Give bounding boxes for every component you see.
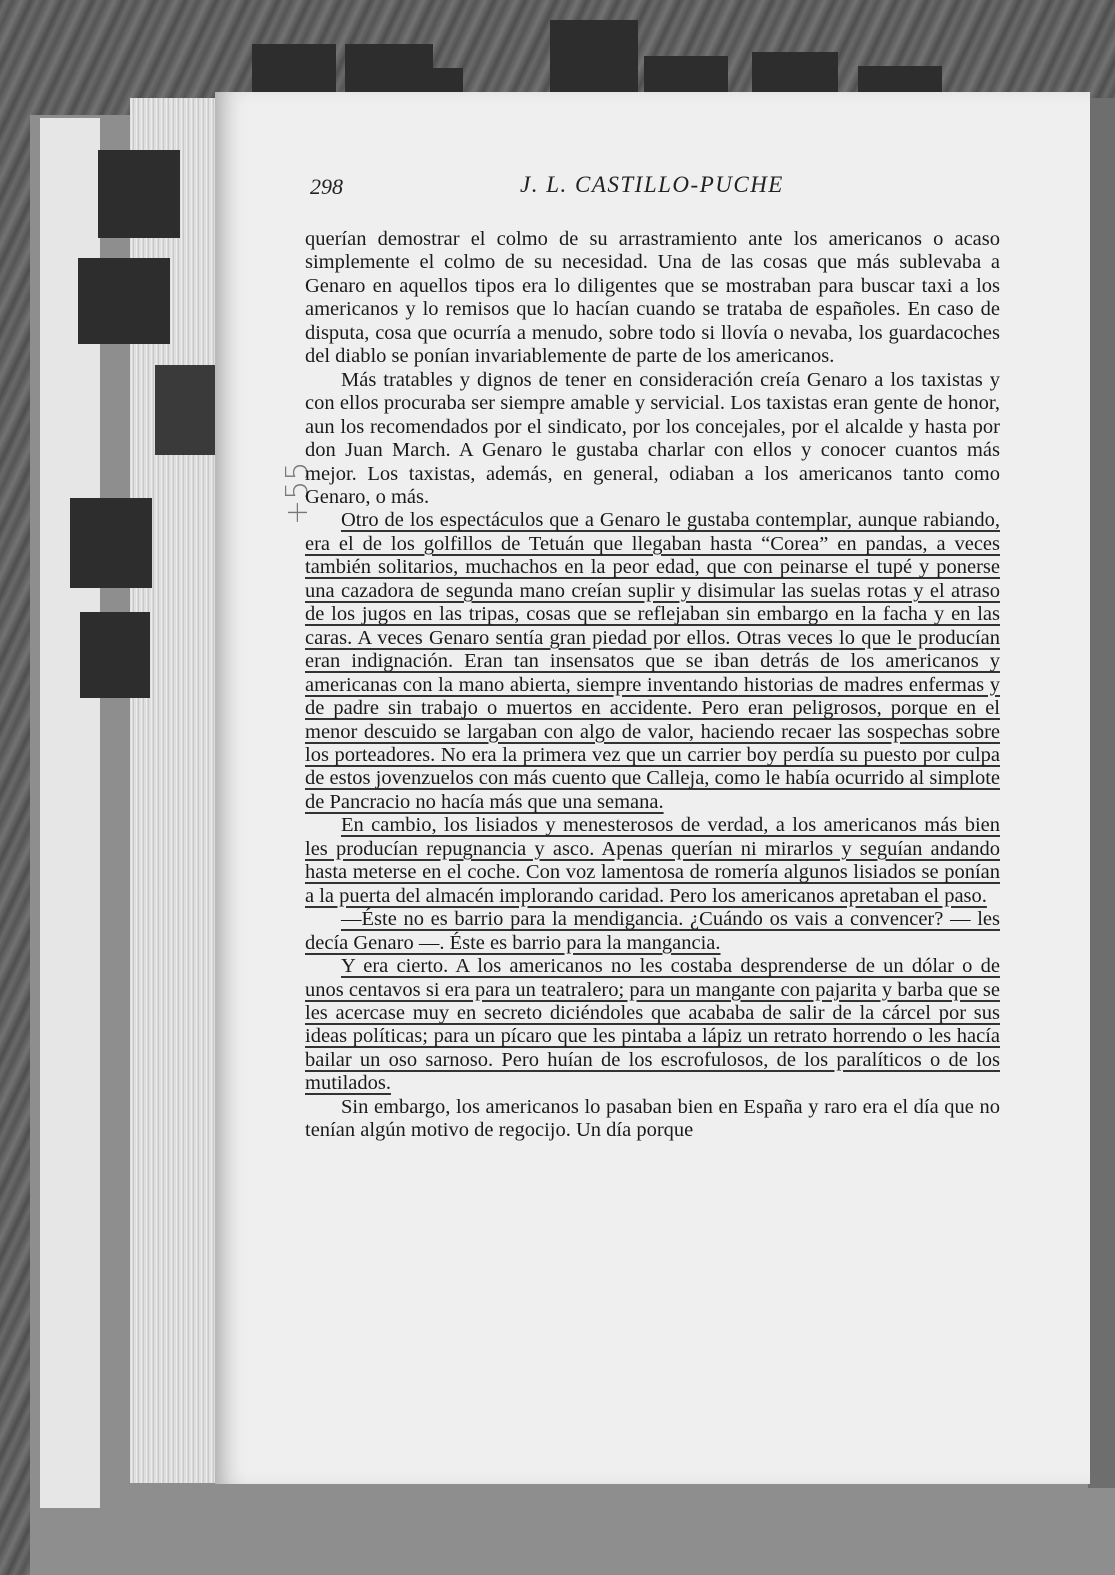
running-head: J. L. CASTILLO-PUCHE xyxy=(520,172,784,197)
paragraph-underlined: Otro de los espectáculos que a Genaro le gustaba contemplar, aunque rabiando, era el de los golfillos de Tetuán que llegaban hasta “Corea” en pandas, a veces también solitarios, muchachos en la peor edad, que con peinarse el tupé y ponerse una cazadora de segunda mano creían suplir y disimular las suelas rotas y el atraso de los jugos en las tripas, cosas que se reflejaban sin embargo en la facha y en las caras. A veces Genaro sentía gran piedad por ellos. Otras veces lo que le producían eran indignación. Eran tan insensatos que se iban detrás de los americanos y americanas con la mano abierta, siempre inventando historias de madres enfermas y de padre sin trabajo o muertos en accidente. Pero eran peligrosos, porque en el menor descuido se largaban con algo de valor, haciendo recaer las sospechas sobre los porteadores. No era la primera vez que un carrier boy perdía su puesto por culpa de estos jovenzuelos con más cuento que Calleja, como le había ocurrido al simplote de Pancracio no hacía más que una semana. xyxy=(305,509,1000,813)
paragraph: Más tratables y dignos de tener en consideración creía Genaro a los taxistas y con ellos procuraba ser siempre amable y servicial. Los taxistas eran gente de honor, aun los recomendados por el sindicato, por los concejales, por el alcalde y hasta por don Juan March. A Genaro le gustaba charlar con ellos y conocer cuantos más mejor. Los taxistas, además, en general, odiaban a los americanos tanto como Genaro, o más. xyxy=(305,368,1000,508)
bookmark-tab[interactable] xyxy=(550,20,638,96)
bookmark-tab[interactable] xyxy=(98,150,180,238)
paragraph-underlined: —Éste no es barrio para la mendigancia. ¿Cuándo os vais a convencer? — les decía Genaro —. Éste es barrio para la mangancia. xyxy=(305,908,1000,954)
bookmark-tab[interactable] xyxy=(644,56,728,96)
bookmark-tab[interactable] xyxy=(752,52,838,96)
bookmark-tab[interactable] xyxy=(78,258,170,344)
bookmark-tab[interactable] xyxy=(80,612,150,698)
paragraph-underlined: Y era cierto. A los americanos no les costaba desprenderse de un dólar o de unos centavos si era para un teatralero; para un mangante con pajarita y barba que se les acercase muy en secreto diciéndoles que acababa de salir de la cárcel por sus ideas políticas; para un pícaro que les pintaba a lápiz un retrato horrendo o les hacía bailar un oso sarnoso. Pero huían de los escrofulosos, de los paralíticos o de los mutilados. xyxy=(305,955,1000,1095)
book-cover-edge xyxy=(1088,98,1115,1488)
page-number: 298 xyxy=(310,174,343,199)
paragraph: Sin embargo, los americanos lo pasaban bien en España y raro era el día que no tenían algún motivo de regocijo. Un día porque xyxy=(305,1095,1000,1142)
paragraph: querían demostrar el colmo de su arrastramiento ante los americanos o acaso simplemente el colmo de su necesidad. Una de las cosas que más sublevaba a Genaro en aquellos tipos era lo diligentes que se mostraban para buscar taxi a los americanos y lo remisos que lo hacían cuando se trataba de españoles. En caso de disputa, cosa que ocurría a menudo, sobre todo si llovía o nevaba, los guardacoches del diablo se ponían invariablemente de parte de los americanos. xyxy=(305,228,1000,368)
page-body xyxy=(305,228,1000,1143)
bookmark-tab[interactable] xyxy=(252,44,336,96)
bookmark-tab[interactable] xyxy=(70,498,152,588)
margin-note-text: +55 xyxy=(280,461,315,525)
paragraph-underlined: En cambio, los lisiados y menesterosos de verdad, a los americanos más bien les producían repugnancia y asco. Apenas querían ni mirarlos y seguían andando hasta meterse en el coche. Con voz lamentosa de romería algunos lisiados se ponían a la puerta del almacén implorando caridad. Pero los americanos apretaban el paso. xyxy=(305,814,1000,907)
